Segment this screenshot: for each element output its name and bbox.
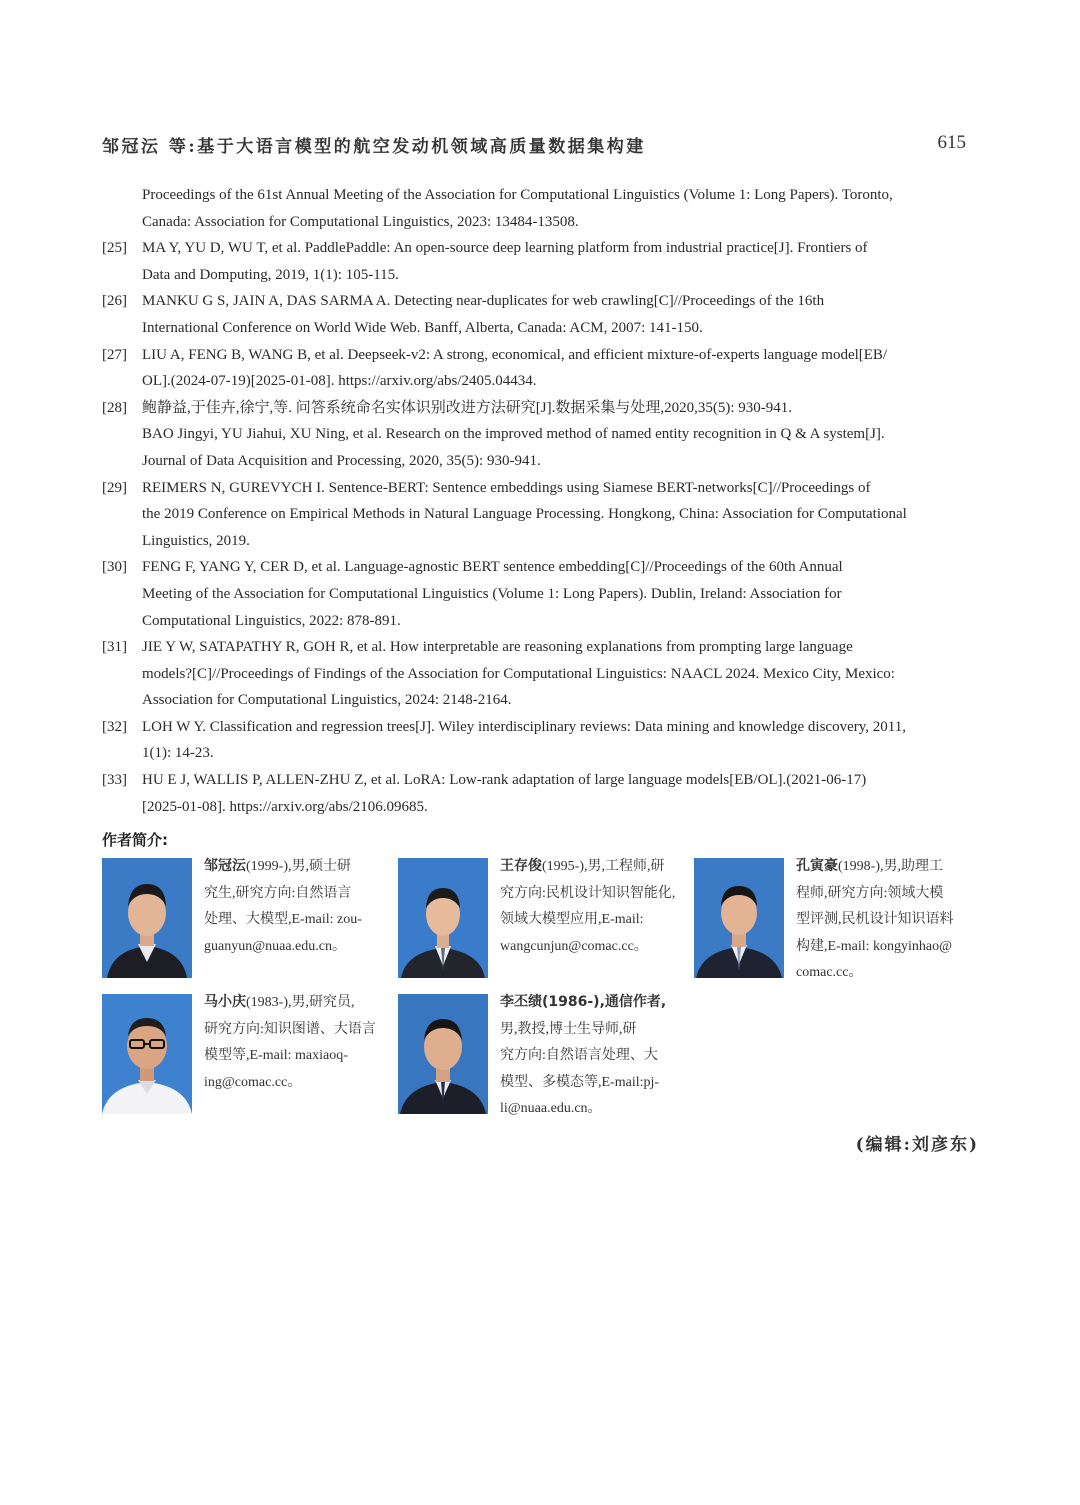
reference-item: [102, 235, 979, 288]
author-name: 王存俊: [500, 858, 542, 874]
author-bio: 邹冠沄(1999-),男,硕士研 究生,研究方向:自然语言 处理、大模型,E-mail: zou- guanyun@nuaa.edu.cn。: [204, 858, 362, 954]
reference-text: Linguistics, 2019.: [142, 532, 250, 549]
author-photo: [398, 858, 488, 978]
author-photo: [694, 858, 784, 978]
reference-text: models?[C]//Proceedings of Findings of the Association for Computational Linguistics: NAACL 2024. Mexico City, Mexico:: [142, 665, 895, 682]
reference-number: [26]: [102, 293, 127, 310]
running-header: [102, 132, 978, 160]
reference-text: LOH W Y. Classification and regression trees[J]. Wiley interdisciplinary reviews: Data mining and knowledge discovery, 2011,: [142, 718, 906, 735]
reference-text: MA Y, YU D, WU T, et al. PaddlePaddle: An open-source deep learning platform from industrial practice[J]. Frontiers of: [142, 240, 868, 257]
reference-list: [102, 182, 979, 820]
author-photo: [102, 858, 192, 978]
author-name: 孔寅豪: [796, 858, 838, 874]
author-name: 马小庆: [204, 994, 246, 1010]
reference-text: Proceedings of the 61st Annual Meeting of the Association for Computational Linguistics (Volume 1: Long Papers). Toronto,: [142, 187, 893, 203]
authors-heading: 作者简介:: [102, 831, 168, 849]
reference-item: [102, 288, 979, 341]
page-number: 615: [937, 132, 966, 153]
reference-item: [102, 182, 979, 235]
reference-number: [31]: [102, 639, 127, 656]
reference-number: [27]: [102, 346, 127, 363]
reference-item: [102, 475, 979, 555]
reference-text: HU E J, WALLIS P, ALLEN-ZHU Z, et al. LoRA: Low-rank adaptation of large language models[EB/OL].(2021-06-17): [142, 772, 867, 789]
reference-text: JIE Y W, SATAPATHY R, GOH R, et al. How interpretable are reasoning explanations from prompting large language: [142, 639, 853, 656]
editor-credit: (编辑:刘彦东): [855, 1135, 979, 1155]
reference-text: the 2019 Conference on Empirical Methods in Natural Language Processing. Hongkong, China: Association for Computational: [142, 506, 907, 523]
reference-text: 1(1): 14-23.: [142, 745, 214, 762]
reference-number: [25]: [102, 240, 127, 257]
reference-number: [33]: [102, 772, 127, 789]
reference-text: International Conference on World Wide Web. Banff, Alberta, Canada: ACM, 2007: 141-150.: [142, 319, 703, 336]
reference-number: [30]: [102, 559, 127, 576]
reference-text: [2025-01-08]. https://arxiv.org/abs/2106.09685.: [142, 798, 428, 815]
author-bio: 王存俊(1995-),男,工程师,研 究方向:民机设计知识智能化, 领域大模型应用,E-mail: wangcunjun@comac.cc。: [500, 858, 676, 954]
reference-item: [102, 634, 979, 714]
author-photo: [398, 994, 488, 1114]
reference-text: REIMERS N, GUREVYCH I. Sentence-BERT: Sentence embeddings using Siamese BERT-networks[C]//Proceedings of: [142, 479, 871, 496]
reference-item: [102, 714, 979, 767]
author-photo: [102, 994, 192, 1114]
reference-number: [32]: [102, 718, 127, 735]
running-title: 邹冠沄 等:基于大语言模型的航空发动机领域高质量数据集构建: [102, 137, 646, 157]
reference-text: Journal of Data Acquisition and Processing, 2020, 35(5): 930-941.: [142, 452, 541, 469]
reference-item: [102, 554, 979, 634]
reference-text: OL].(2024-07-19)[2025-01-08]. https://arxiv.org/abs/2405.04434.: [142, 373, 537, 390]
author-bio: 孔寅豪(1998-),男,助理工 程师,研究方向:领域大模 型评测,民机设计知识语料 构建,E-mail: kongyinhao@ comac.cc。: [796, 858, 954, 980]
reference-number: [29]: [102, 479, 127, 496]
reference-text: Association for Computational Linguistics, 2024: 2148-2164.: [142, 692, 512, 709]
author-bio: 马小庆(1983-),男,研究员, 研究方向:知识图谱、大语言 模型等,E-mail: maxiaoq- ing@comac.cc。: [204, 994, 376, 1090]
author-name: 邹冠沄: [204, 858, 246, 874]
reference-text: Data and Domputing, 2019, 1(1): 105-115.: [142, 266, 399, 283]
reference-text: FENG F, YANG Y, CER D, et al. Language-agnostic BERT sentence embedding[C]//Proceedings of the 60th Annual: [142, 559, 843, 576]
reference-item: [102, 342, 979, 395]
reference-text: Computational Linguistics, 2022: 878-891.: [142, 612, 401, 629]
reference-text: Canada: Association for Computational Linguistics, 2023: 13484-13508.: [142, 213, 579, 230]
reference-item: [102, 395, 979, 475]
author-bio: 李丕绩(1986-),通信作者, 男,教授,博士生导师,研 究方向:自然语言处理、大 模型、多模态等,E-mail:pj- li@nuaa.edu.cn。: [500, 994, 667, 1116]
reference-text: LIU A, FENG B, WANG B, et al. Deepseek-v2: A strong, economical, and efficient mixture-of-experts language model[EB/: [142, 346, 888, 363]
reference-text: 鲍静益,于佳卉,徐宁,等. 问答系统命名实体识别改进方法研究[J].数据采集与处理,2020,35(5): 930-941.: [142, 399, 792, 416]
reference-item: [102, 767, 979, 820]
author-name: 李丕绩: [500, 994, 542, 1010]
reference-text: MANKU G S, JAIN A, DAS SARMA A. Detecting near-duplicates for web crawling[C]//Proceedings of the 16th: [142, 293, 825, 310]
reference-text: Meeting of the Association for Computational Linguistics (Volume 1: Long Papers). Dublin, Ireland: Association for: [142, 585, 842, 602]
reference-number: [28]: [102, 399, 127, 416]
reference-text: BAO Jingyi, YU Jiahui, XU Ning, et al. Research on the improved method of named entity recognition in Q & A system[J].: [142, 426, 885, 443]
